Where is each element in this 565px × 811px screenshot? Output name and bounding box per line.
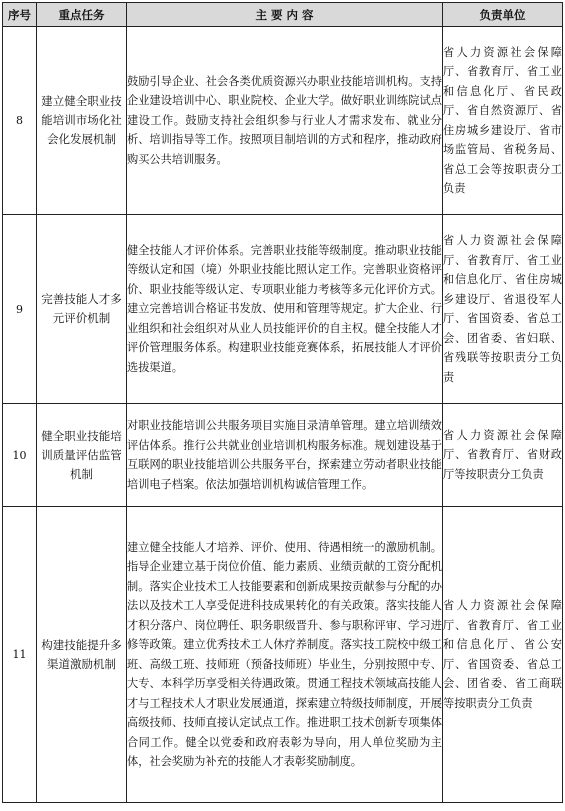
row-task: 构建技能提升多渠道激励机制 <box>37 507 127 803</box>
row-number: 11 <box>3 507 37 803</box>
row-content: 健全技能人才评价体系。完善职业技能等级制度。推动职业技能等级认定和国（境）外职业技能比照认定工作。完善职业资格评价、职业技能等级认定、专项职业能力考核等多元化评价方式。建立完善培训合格证书发放、使用和管理等规定。扩大企业、行业组织和社会组织对从业人员技能评价的自主权。健全技能人才评价管理服务体系。构建职业技能竞赛体系，拓展技能人才评价选拔渠道。 <box>127 215 443 404</box>
row-content: 建立健全技能人才培养、评价、使用、待遇相统一的激励机制。指导企业建立基于岗位价值、能力素质、业绩贡献的工资分配机制。落实企业技术工人技能要素和创新成果按贡献参与分配的办法以及技术工人享受促进科技成果转化的有关政策。落实技能人才积分落户、岗位聘任、职务职级晋升、参与职称评审、学习进修等政策。建立优秀技术工人休疗养制度。落实技工院校中级工班、高级工班、技师班（预备技师班）毕业生，分别按照中专、大专、本科学历享受相关待遇政策。贯通工程技术领域高技能人才与工程技术人才职业发展通道，探索建立特级技师制度，开展高级技师、技师直接认定试点工作。推进职工技术创新专项集体合同工作。健全以党委和政府表彰为导向，用人单位奖励为主体，社会奖励为补充的技能人才表彰奖励制度。 <box>127 507 443 803</box>
table-row <box>3 507 563 803</box>
row-number: 10 <box>3 404 37 507</box>
header-unit: 负责单位 <box>443 3 563 27</box>
table-header-row <box>3 3 563 27</box>
header-task: 重点任务 <box>37 3 127 27</box>
row-task: 健全职业技能培训质量评估监管机制 <box>37 404 127 507</box>
row-unit: 省人力资源社会保障厅、省教育厅、省工业和信息化厅、省住房城乡建设厅、省退役军人厅、省国资委、省总工会、团省委、省妇联、省残联等按职责分工负责 <box>443 215 563 404</box>
header-num: 序号 <box>3 3 37 27</box>
row-content: 对职业技能培训公共服务项目实施目录清单管理。建立培训绩效评估体系。推行公共就业创业培训机构服务标准。规划建设基于互联网的职业技能培训公共服务平台，探索建立劳动者职业技能培训电子档案。依法加强培训机构诚信管理工作。 <box>127 404 443 507</box>
row-task: 完善技能人才多元评价机制 <box>37 215 127 404</box>
table-row <box>3 27 563 215</box>
row-unit: 省人力资源社会保障厅、省教育厅、省工业和信息化厅、省公安厅、省国资委、省总工会、团省委、省工商联等按职责分工负责 <box>443 507 563 803</box>
table-row <box>3 215 563 404</box>
row-task: 建立健全职业技能培训市场化社会化发展机制 <box>37 27 127 215</box>
row-number: 8 <box>3 27 37 215</box>
row-unit: 省人力资源社会保障厅、省教育厅、省财政厅等按职责分工负责 <box>443 404 563 507</box>
row-unit: 省人力资源社会保障厅、省教育厅、省工业和信息化厅、省民政厅、省自然资源厅、省住房城乡建设厅、省市场监管局、省税务局、省总工会等按职责分工负责 <box>443 27 563 215</box>
row-number: 9 <box>3 215 37 404</box>
row-content: 鼓励引导企业、社会各类优质资源兴办职业技能培训机构。支持企业建设培训中心、职业院校、企业大学。做好职业训练院试点建设工作。鼓励支持社会组织参与行业人才需求发布、就业分析、培训指导等工作。按照项目制培训的方式和程序，推动政府购买公共培训服务。 <box>127 27 443 215</box>
header-content: 主 要 内 容 <box>127 3 443 27</box>
table-row <box>3 404 563 507</box>
policy-table <box>2 2 563 803</box>
